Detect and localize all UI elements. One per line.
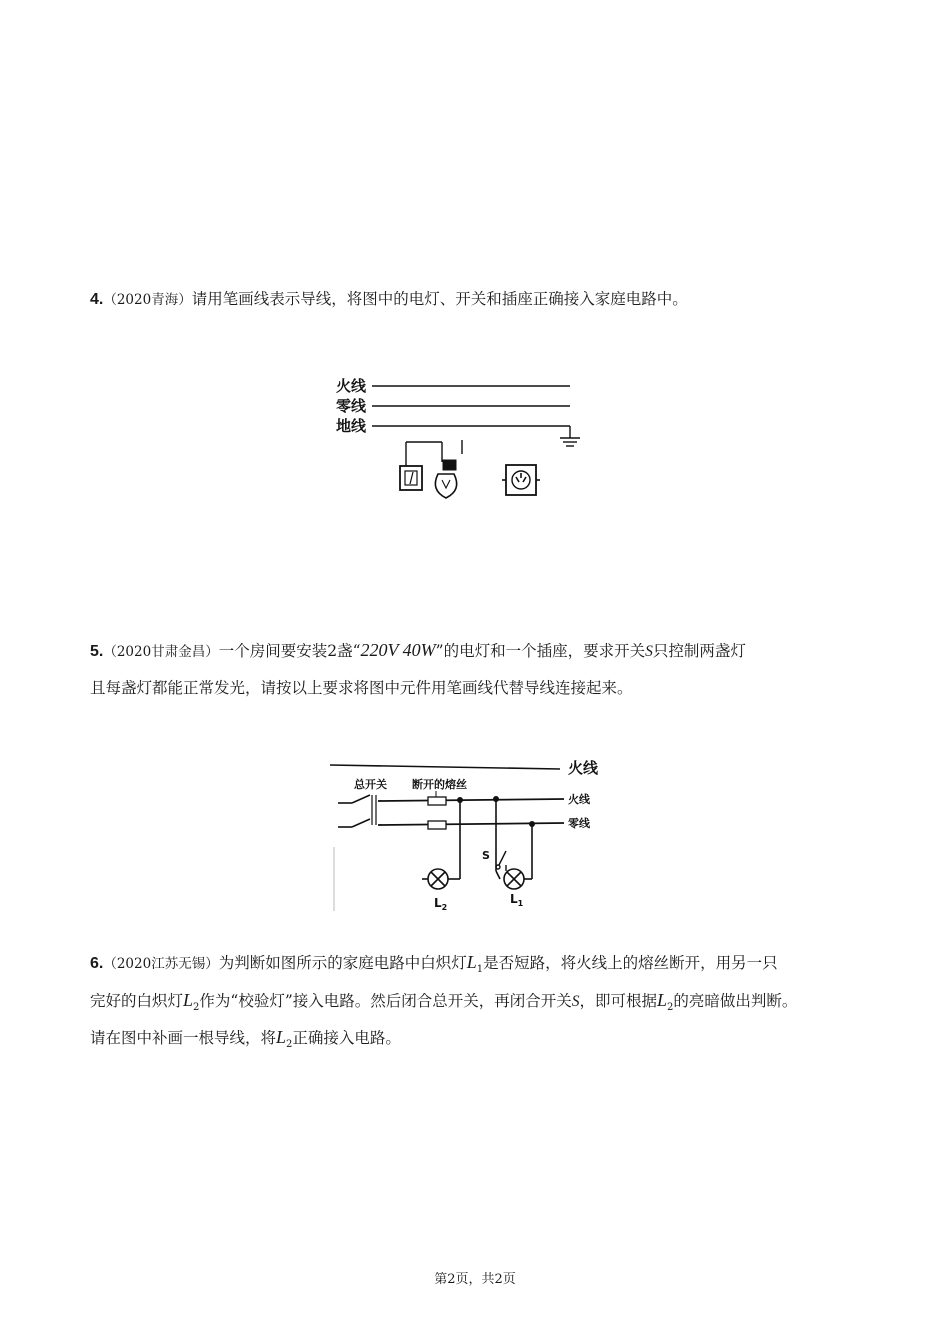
live-wire-label: 火线 — [336, 377, 367, 395]
question-6-line-2 — [90, 990, 797, 1018]
neutral-wire-label: 零线 — [568, 817, 590, 830]
ground-wire-label: 地线 — [336, 417, 367, 435]
main-switch-icon — [338, 795, 376, 827]
question-text: 只控制两盏灯 — [652, 642, 746, 660]
lamp-l1-label: $L_1$ — [510, 892, 524, 908]
question-source: （2020甘肃金昌） — [103, 644, 219, 660]
lamp-l2-label: $L_2$ — [434, 896, 448, 912]
question-text: 为判断如图所示的家庭电路中白炽灯 — [218, 954, 467, 972]
light-bulb-icon — [435, 440, 462, 498]
question-text: 一个房间要安装2盏“ — [218, 642, 361, 660]
neutral-wire-line — [378, 823, 564, 825]
question-source: （2020江苏无锡） — [103, 956, 219, 972]
lamp-l2-symbol: L — [276, 1027, 287, 1047]
lamp-l2-subscript: 2 — [286, 1039, 293, 1051]
question-text: 请在图中补画一根导线，将 — [90, 1029, 277, 1047]
circuit-wires — [422, 799, 532, 879]
question-text: 是否短路，将火线上的熔丝断开，用另一只 — [483, 954, 778, 972]
switch-symbol: S — [571, 993, 580, 1010]
question-5-line-2: 且每盏灯都能正常发光，请按以上要求将图中元件用笔画线代替导线连接起来。 — [90, 679, 633, 697]
lamp-l1-icon — [504, 869, 524, 889]
question-4 — [90, 289, 688, 310]
question-text: 完好的白炽灯 — [90, 992, 184, 1010]
question-text: 请用笔画线表示导线，将图中的电灯、开关和插座正确接入家庭电路中。 — [191, 290, 688, 308]
fuse-icon-neutral — [428, 821, 446, 829]
top-live-wire-label: 火线 — [568, 759, 599, 777]
lamp-rating: 220V 40W — [360, 640, 436, 660]
question-text: 正确接入电路。 — [292, 1029, 401, 1047]
lamp-l2-icon — [428, 869, 448, 889]
main-switch-label: 总开关 — [354, 778, 387, 791]
top-live-wire — [330, 765, 560, 769]
question-5 — [90, 640, 746, 662]
question-text: ，即可根据 — [579, 992, 658, 1010]
question-6 — [90, 952, 778, 980]
live-wire-line — [378, 799, 564, 801]
switch-symbol: S — [645, 643, 653, 660]
figure-q5-circuit — [324, 755, 614, 915]
question-text: ”的电灯和一个插座，要求开关 — [435, 642, 646, 660]
socket-icon — [502, 465, 540, 495]
question-text: 作为“校验灯”接入电路。然后闭合总开关，再闭合开关 — [199, 992, 572, 1010]
ground-symbol — [560, 426, 580, 446]
lamp-l1-symbol: L — [466, 952, 477, 972]
question-number: 4. — [90, 291, 104, 308]
question-6-line-3 — [90, 1027, 401, 1055]
page-footer: 第2页，共2页 — [434, 1272, 516, 1287]
question-number: 6. — [90, 955, 104, 972]
switch-s-icon — [496, 851, 506, 871]
switch-s-label: S — [482, 849, 490, 862]
lamp-l1-subscript: 1 — [476, 964, 484, 976]
neutral-wire-label: 零线 — [336, 397, 367, 415]
question-source: （2020青海） — [103, 292, 192, 308]
fuse-icon-live — [428, 797, 446, 805]
fuse-label: 断开的熔丝 — [412, 778, 467, 791]
lamp-l2-symbol: L — [183, 990, 194, 1010]
figure-q4-circuit — [330, 372, 590, 502]
lamp-l2-symbol: L — [657, 990, 668, 1010]
question-text: 的亮暗做出判断。 — [673, 992, 798, 1010]
lamp-l2-subscript: 2 — [193, 1002, 200, 1014]
live-wire-label: 火线 — [568, 793, 590, 806]
question-number: 5. — [90, 643, 104, 660]
lamp-l2-subscript: 2 — [667, 1002, 674, 1014]
